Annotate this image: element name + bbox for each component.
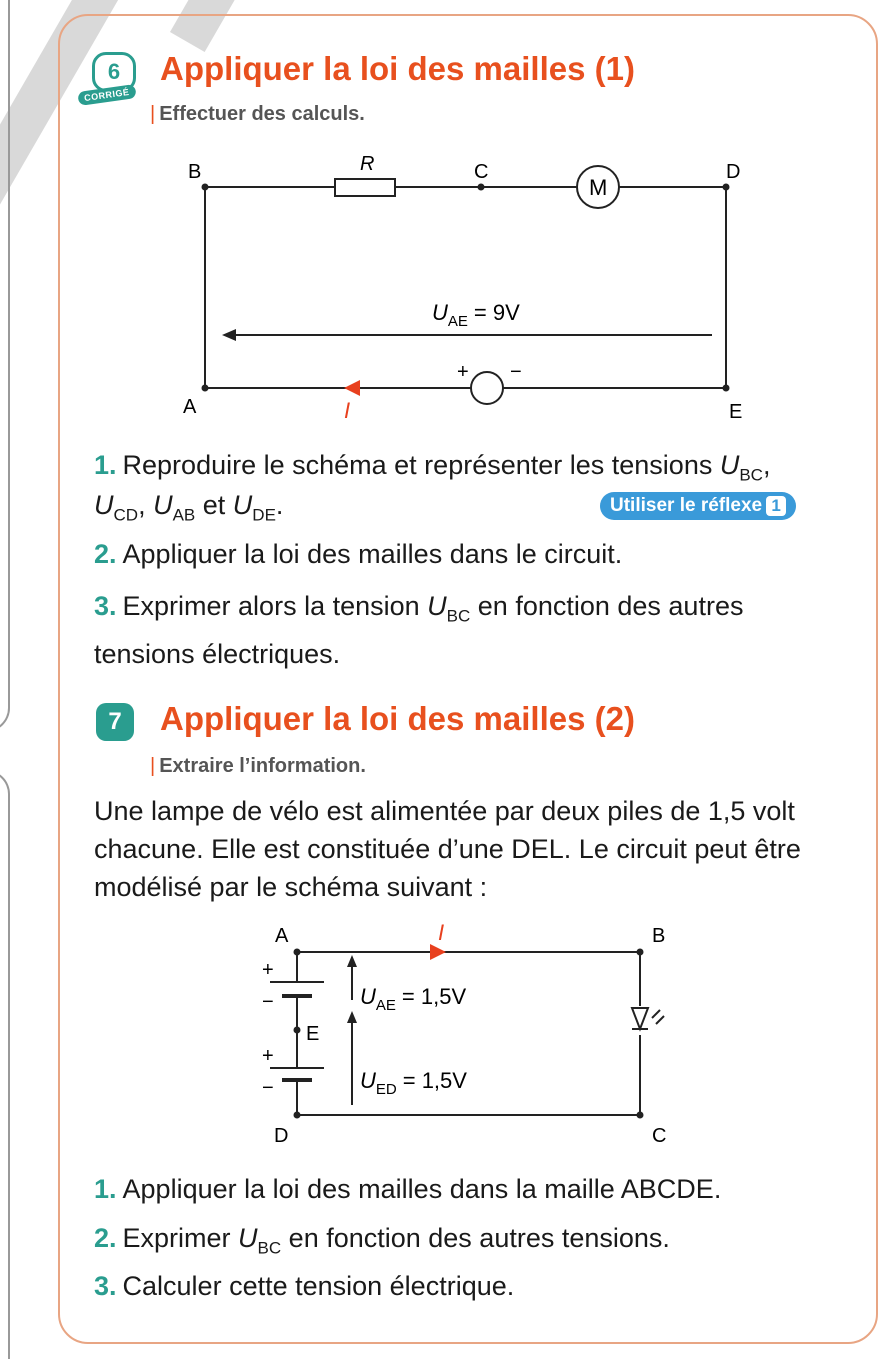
question-3: 3. Calculer cette tension électrique.: [94, 1271, 515, 1301]
current-label: I: [438, 920, 445, 945]
node-label-c: C: [652, 1125, 667, 1147]
question-3: 3. Exprimer alors la tension $U_{BC}$ en fonction des autres tensions électriques.: [94, 591, 744, 670]
question-1: 1. Appliquer la loi des mailles dans la maille ABCDE.: [94, 1174, 722, 1204]
voltage-label-uae: $U_{AE} = 1,5V$: [360, 984, 467, 1014]
minus-sign: −: [510, 361, 522, 383]
reflexe-link[interactable]: Utiliser le réflexe 1: [600, 492, 796, 520]
exercise-paragraph: Une lampe de vélo est alimentée par deux piles de 1,5 volt chacune. Elle est constituée d’une DEL. Le circuit peut être modélisé par le schéma suivant :: [94, 796, 801, 902]
node-label-a: A: [183, 396, 197, 418]
margin-curve: [0, 650, 10, 732]
exercise-title: Appliquer la loi des mailles (2): [160, 700, 635, 737]
plus-sign: +: [262, 959, 274, 981]
node-label-d: D: [726, 161, 741, 183]
voltage-label-ued: $U_{ED} = 1,5V$: [360, 1068, 467, 1098]
exercise-title: Appliquer la loi des mailles (1): [160, 50, 635, 87]
question-1: 1. Reproduire le schéma et représenter les tensions $U_{BC}$,: [94, 450, 771, 485]
margin-curve: [0, 770, 10, 832]
minus-sign: −: [262, 1077, 274, 1099]
question-1-cont: $U_{CD}$, $U_{AB}$ et $U_{DE}$.: [94, 490, 284, 525]
exercise-number-badge: 6: [92, 52, 136, 92]
circuit-diagram-2: [0, 910, 884, 1170]
plus-sign: +: [457, 361, 469, 383]
corrige-badge: CORRIGÉ: [77, 84, 136, 106]
node-label-b: B: [188, 161, 202, 183]
exercise-number-badge: 7: [96, 703, 134, 741]
resistor-label: R: [360, 153, 375, 175]
node-label-d: D: [274, 1125, 289, 1147]
circuit-diagram-1: [0, 0, 884, 440]
node-label-e: E: [306, 1023, 320, 1045]
exercise-skill: | Effectuer des calculs.: [150, 103, 365, 125]
node-label-b: B: [652, 925, 666, 947]
voltage-label-uae: $U_{AE} = 9V$: [432, 300, 520, 330]
node-label-e: E: [729, 401, 743, 423]
question-2: 2. Appliquer la loi des mailles dans le circuit.: [94, 539, 623, 569]
current-label: I: [344, 398, 351, 423]
minus-sign: −: [262, 991, 274, 1013]
question-2: 2. Exprimer $U_{BC}$ en fonction des autres tensions.: [94, 1223, 670, 1258]
motor-label: M: [589, 175, 608, 200]
node-label-a: A: [275, 925, 289, 947]
node-label-c: C: [474, 161, 489, 183]
plus-sign: +: [262, 1045, 274, 1067]
exercise-skill: | Extraire l’information.: [150, 755, 366, 777]
